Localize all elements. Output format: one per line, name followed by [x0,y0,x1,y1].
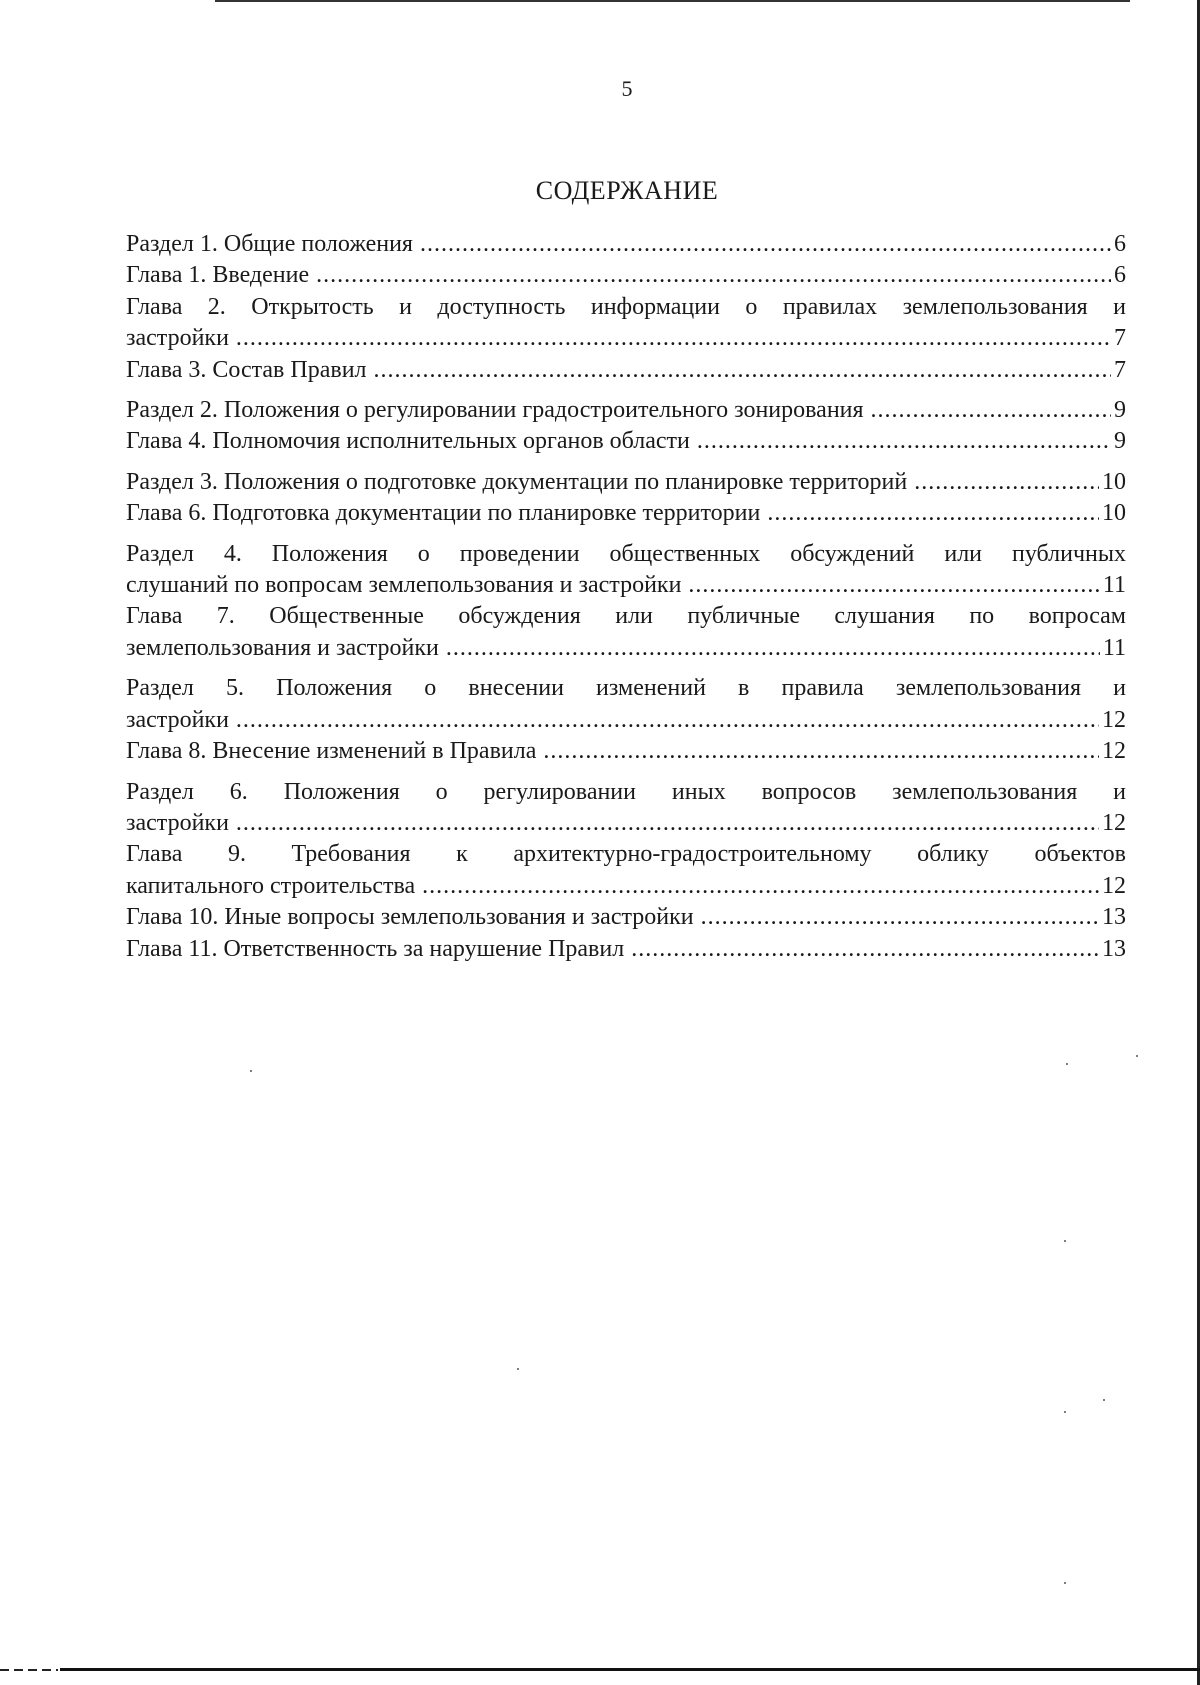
toc-group [126,777,1126,965]
toc-page-number: 11 [1100,570,1126,601]
toc-entry[interactable] [126,467,1126,498]
toc-entry-title: Глава 6. Подготовка документации по планировке территории ..... [126,498,1099,529]
scan-speck [1136,1055,1138,1057]
toc-entry[interactable] [126,673,1126,736]
scan-edge-bottom [60,1668,1200,1671]
toc-entry-title: Глава 4. Полномочия исполнительных органов области ..... [126,426,1111,457]
toc-entry[interactable] [126,426,1126,457]
toc-entry-title: капитального строительства ..... [126,871,1099,902]
toc-entry-title-line: Глава 9. Требования к архитектурно-градостроительному облику объектов [126,841,1126,868]
toc-entry[interactable] [126,498,1126,529]
scan-edge-top [215,0,1130,2]
toc-page-number: 10 [1099,467,1126,498]
scan-edge-bottom-dashes [0,1669,58,1671]
scan-speck [1064,1411,1066,1413]
toc-entry-title-line: Раздел 6. Положения о регулировании иных вопросов землепользования и [126,778,1126,805]
scan-speck [1064,1240,1066,1242]
toc-group [126,539,1126,665]
toc-page-number: 9 [1111,395,1126,426]
toc-page-number: 12 [1099,736,1126,767]
toc-page-number: 12 [1099,871,1126,902]
toc-entry-title: Глава 11. Ответственность за нарушение Правил ..... [126,934,1099,965]
toc-entry[interactable] [126,539,1126,602]
toc-page-number: 7 [1111,355,1126,386]
toc-entry[interactable] [126,839,1126,902]
toc-entry-title-line: Глава 7. Общественные обсуждения или публичные слушания по вопросам [126,603,1126,630]
toc-entry[interactable] [126,395,1126,426]
toc-page-number: 7 [1111,323,1126,354]
scan-speck [1103,1399,1105,1401]
toc-page-number: 9 [1111,426,1126,457]
toc-page-number: 6 [1111,260,1126,291]
scan-speck [517,1368,519,1370]
toc-entry-title: Раздел 3. Положения о подготовке документации по планировке территорий ..... [126,467,1099,498]
page-number: 5 [621,76,633,101]
toc-entry-title: Раздел 2. Положения о регулировании градостроительного зонирования ..... [126,395,1111,426]
toc-group [126,467,1126,530]
toc-page-number: 11 [1100,633,1126,664]
toc-group [126,395,1126,458]
toc-entry-title-line: Раздел 5. Положения о внесении изменений в правила землепользования и [126,675,1126,702]
toc-entry-title: землепользования и застройки ..... [126,633,1100,664]
toc-entry[interactable] [126,736,1126,767]
toc-entry-title: слушаний по вопросам землепользования и застройки ..... [126,570,1100,601]
table-of-contents [126,229,1126,974]
toc-entry[interactable] [126,229,1126,260]
toc-entry-title-line: Раздел 4. Положения о проведении общественных обсуждений или публичных [126,540,1126,567]
toc-entry-title: застройки ..... [126,323,1111,354]
toc-entry[interactable] [126,601,1126,664]
toc-entry[interactable] [126,355,1126,386]
toc-page-number: 12 [1099,808,1126,839]
toc-entry[interactable] [126,934,1126,965]
toc-entry-title: Глава 8. Внесение изменений в Правила ..... [126,736,1099,767]
toc-entry[interactable] [126,260,1126,291]
toc-entry[interactable] [126,292,1126,355]
toc-entry-title: Глава 3. Состав Правил ..... [126,355,1111,386]
scan-speck [1064,1582,1066,1584]
toc-entry[interactable] [126,777,1126,840]
toc-entry-title: застройки ..... [126,808,1099,839]
scan-speck [1066,1063,1068,1065]
toc-entry-title-line: Глава 2. Открытость и доступность информации о правилах землепользования и [126,293,1126,320]
toc-entry-title: Глава 10. Иные вопросы землепользования и застройки ..... [126,902,1099,933]
toc-page-number: 12 [1099,705,1126,736]
toc-entry[interactable] [126,902,1126,933]
scan-speck [250,1070,252,1072]
toc-group [126,229,1126,386]
toc-page-number: 6 [1111,229,1126,260]
toc-title: СОДЕРЖАНИЕ [535,176,719,205]
toc-entry-title: Раздел 1. Общие положения ..... [126,229,1111,260]
toc-page-number: 13 [1099,902,1126,933]
toc-page-number: 10 [1099,498,1126,529]
toc-entry-title: застройки ..... [126,705,1099,736]
toc-page-number: 13 [1099,934,1126,965]
toc-group [126,673,1126,767]
toc-entry-title: Глава 1. Введение ..... [126,260,1111,291]
